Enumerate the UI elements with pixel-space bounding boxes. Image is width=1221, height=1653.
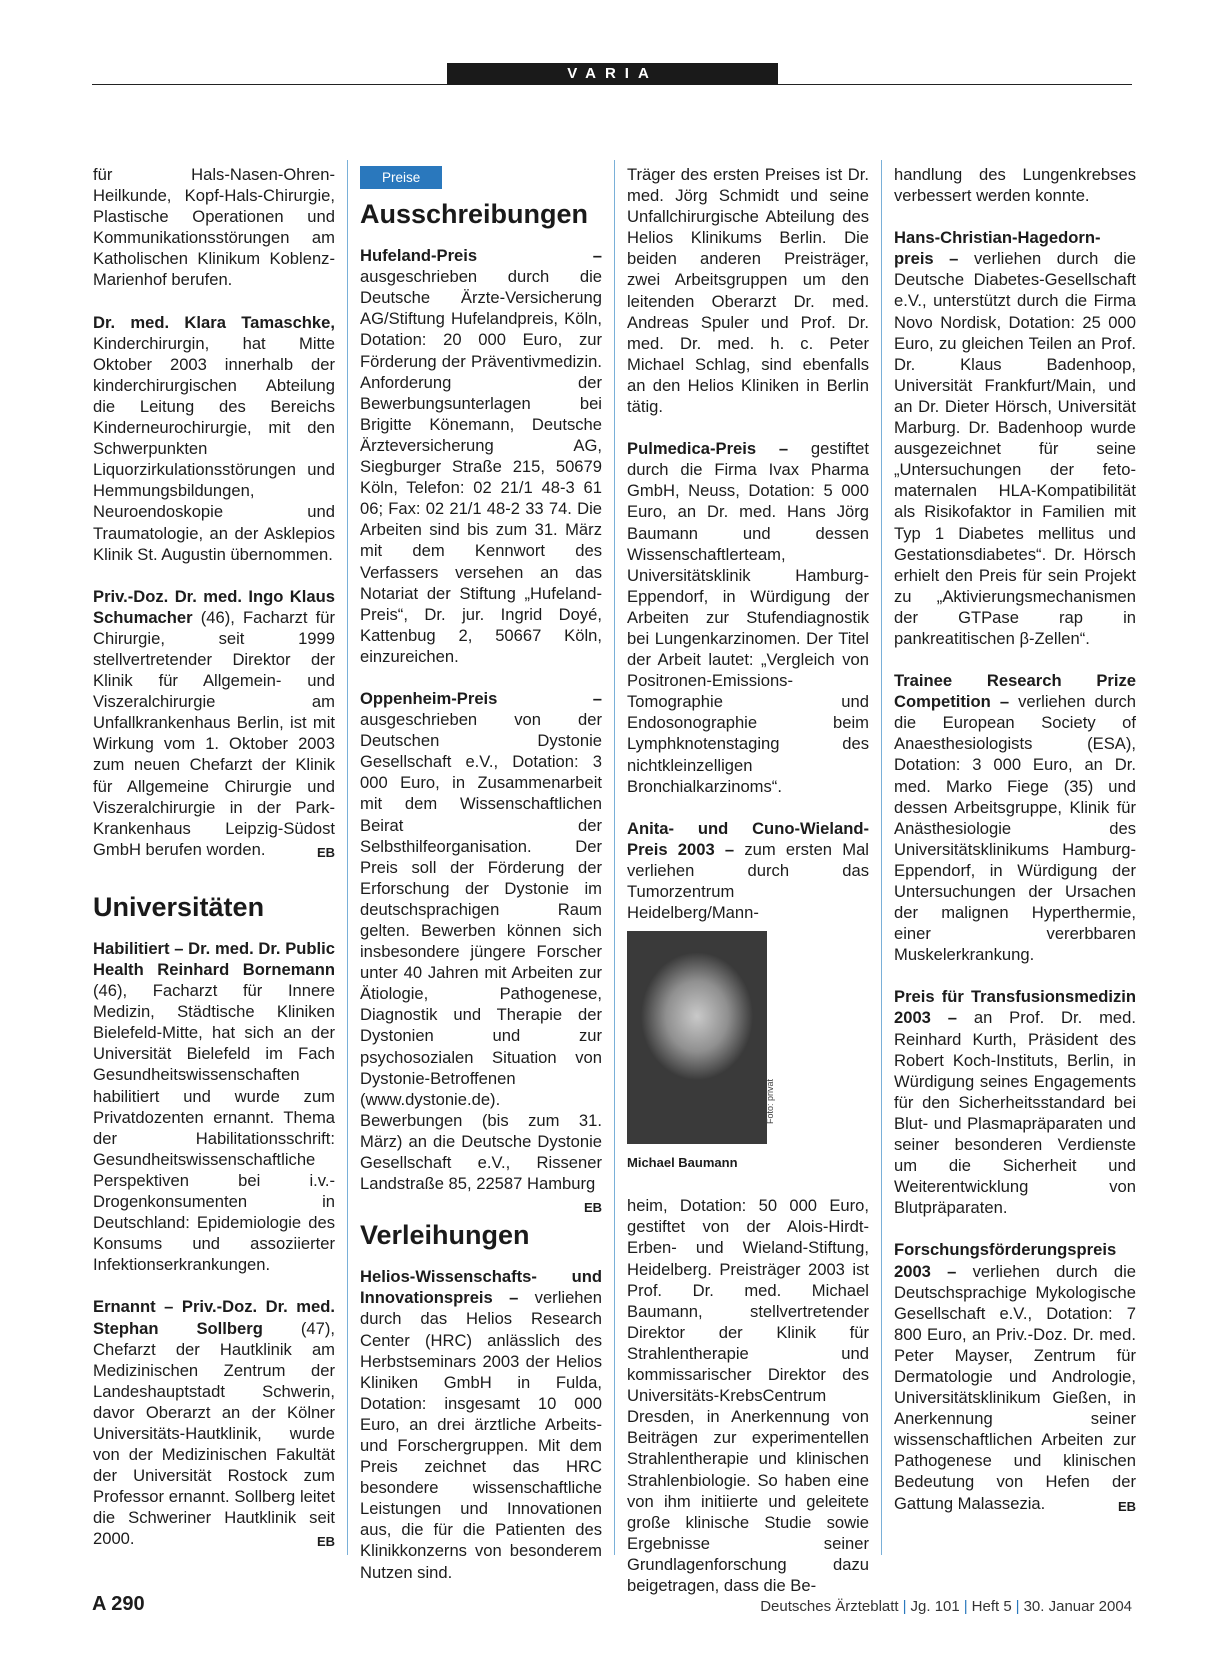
portrait-photo [627,931,775,1144]
issue: Heft 5 [971,1598,1012,1615]
paragraph-text: (46), Facharzt für Chirurgie, seit 1999 stellvertretender Direktor der Klinik für Allgemein- und Viszeralchirurgie am Unfallkrankenhaus Berlin, ist mit Wirkung vom 1. Oktober 2003 zum neuen Chefarzt der Klinik für Allgemeine Chirurgie und Viszeralchirurgie in der Park-Krankenhaus Leipzig-Südost GmbH berufen worden. [93,607,335,859]
paragraph [627,818,869,923]
column-divider [347,160,348,1555]
photo-caption: Michael Baumann [627,1155,738,1171]
paragraph-text: (46), Facharzt für Innere Medizin, Städtische Kliniken Bielefeld-Mitte, hat sich an der Universität Bielefeld im Fach Gesundheitswissenschaften habilitiert und wurde zum Privatdozenten ernannt. Thema der Habilitationsschrift: Gesundheitswissenschaftliche Perspektiven bei i.v.-Drogenkonsumenten in Deutschland: Epidemiologie des Konsums und assoziierter Infektionserkrankungen. [93,981,335,1275]
award-name: Forschungsförderungspreis 2003 – [894,1240,1117,1281]
paragraph-text: (47), Chefarzt der Hautklinik am Medizinischen Zentrum der Landeshauptstadt Schwerin, davor Oberarzt an der Kölner Universitäts-Hautklinik, wurde von der Medizinischen Fakultät der Universität Rostock zum Professor ernannt. Sollberg leitet die Schweriner Hautklinik seit 2000. [93,1318,335,1549]
paragraph-text: verliehen durch die Deutschsprachige Mykologische Gesellschaft e.V., Dotation: 7 800 Euro, an Priv.-Doz. Dr. med. Peter Mayser, Zentrum für Dermatologie und Andrologie, Universitätsklinikum Gießen, in Anerkennung seiner wissenschaftlichen Arbeiten zur Pathogenese und klinischen Bedeutung von Hefen der Gattung Malassezia. [894,1261,1136,1513]
paragraph-text: verliehen durch die European Society of Anaesthesiologists (ESA), Dotation: 3 000 Euro, an Dr. med. Marko Fiege (35) und dessen Arbeitsgruppe, Klinik für Anästhesiologie des Universitätsklinikums Hamburg-Eppendorf, in Würdigung der Untersuchungen der Ursachen der malignen Hyperthermie, einer vererbbaren Muskelerkrankung. [894,692,1136,965]
separator: | [902,1598,907,1615]
volume: Jg. 101 [910,1598,960,1615]
paragraph [93,312,335,565]
award-name: Hufeland-Preis – [360,246,602,266]
separator: | [963,1598,968,1615]
column-4 [894,164,1136,1535]
award-name: Preis für Transfusionsmedizin 2003 – [894,987,1136,1028]
author-signature: EB [583,1200,602,1216]
paragraph [627,438,869,797]
paragraph [894,986,1136,1218]
section-title-bar: VARIA [447,63,778,85]
award-name: Hans-Christian-Hagedorn-preis – [894,228,1101,269]
paragraph [360,1266,602,1582]
column-3 [627,164,869,1617]
issue-date: 30. Januar 2004 [1023,1598,1132,1615]
paragraph-text: zum ersten Mal verliehen durch das Tumorzentrum Heidelberg/Mann- [627,839,869,923]
column-1 [93,164,335,1571]
paragraph-text: verliehen durch die Deutsche Diabetes-Gesellschaft e.V., unterstützt durch die Firma Novo Nordisk, Dotation: 25 000 Euro, zu gleichen Teilen an Prof. Dr. Klaus Badenhoop, Universität Frankfurt/Main, und an Dr. Dieter Hörsch, Universität Marburg. Dr. Badenhoop wurde ausgezeichnet für seine „Untersuchungen der feto-maternalen HLA-Kompatibilität als Risikofaktor in Familien mit Typ 1 Diabetes mellitus und Gestationsdiabetes“. Dr. Hörsch erhielt den Preis für sein Projekt zu „Aktivierungsmechanismen der GTPase rap in pankreatitischen β-Zellen“. [894,249,1136,648]
author-signature: EB [316,1534,335,1550]
person-name: Dr. med. Klara Tamaschke, [93,312,335,332]
paragraph [894,670,1136,965]
award-name: Pulmedica-Preis – [627,439,789,459]
section-heading: Verleihungen [360,1220,530,1251]
award-name: Trainee Research Prize Competition – [894,671,1136,712]
author-signature: EB [316,844,335,860]
paragraph [360,688,602,1216]
journal-name: Deutsches Ärzteblatt [760,1598,899,1615]
paragraph-text: gestiftet durch die Firma Ivax Pharma GmbH, Neuss, Dotation: 5 000 Euro, an Dr. med. Hans Jörg Baumann und dessen Wissenschaftlerteam, Universitätsklinik Hamburg-Eppendorf, in Würdigung der Arbeiten zur Stufendiagnostik bei Lungenkarzinomen. Der Titel der Arbeit lautet: „Vergleich von Positronen-Emissions-Tomographie und Endosonographie beim Lymphknotenstaging des nichtkleinzelligen Bronchialkarzinoms“. [627,439,869,796]
award-name: Anita- und Cuno-Wieland-Preis 2003 – [627,818,869,859]
person-name: Habilitiert – Dr. med. Dr. Public Health Reinhard Bornemann [93,938,335,979]
portrait-image [627,931,767,1144]
paragraph [894,1239,1136,1513]
paragraph-text: ausgeschrieben durch die Deutsche Ärzte-Versicherung AG/Stiftung Hufelandpreis, Köln, Dotation: 20 000 Euro, zur Förderung der Präventivmedizin. Anforderung der Bewerbungsunterlagen bei Brigitte Könemann, Deutsche Ärzteversicherung AG, Siegburger Straße 215, 50679 Köln, Telefon: 02 21/1 48-3 61 06; Fax: 02 21/1 48-2 33 74. Die Arbeiten sind bis zum 31. März mit dem Kennwort des Verfassers versehen an das Notariat der Stiftung „Hufeland-Preis“, Dr. jur. Ingrid Doyé, Kattenbug 2, 50667 Köln, einzureichen. [360,267,602,666]
award-name: Helios-Wissenschafts- und Innovationspreis – [360,1267,602,1308]
paragraph [93,938,335,1276]
person-name: Ernannt – Priv.-Doz. Dr. med. Stephan Sollberg [93,1297,335,1338]
page-number: A 290 [92,1593,145,1615]
paragraph: heim, Dotation: 50 000 Euro, gestiftet von der Alois-Hirdt-Erben- und Wieland-Stiftung, Heidelberg. Preisträger 2003 ist Prof. Dr. med. Michael Baumann, stellvertretender Direktor der Klinik für Strahlentherapie und kommissarischer Direktor des Universitäts-KrebsCentrum Dresden, in Anerkennung von Beiträgen zur experimentellen Strahlentherapie und klinischen Strahlenbiologie. So haben eine von ihm initiierte und geleitete große klinische Studie sowie Ergebnisse seiner Grundlagenforschung dazu beigetragen, dass die Be- [627,1196,869,1595]
paragraph: handlung des Lungenkrebses verbessert werden konnte. [894,165,1136,206]
column-divider [881,160,882,1555]
category-tag: Preise [360,166,442,189]
photo-credit: Foto: privat [764,1079,775,1125]
separator: | [1015,1598,1020,1615]
paragraph [93,1296,335,1549]
paragraph [894,227,1136,649]
paragraph-text: Kinderchirurgin, hat Mitte Oktober 2003 innerhalb der kinderchirurgischen Abteilung die Leitung des Bereichs Kinderneurochirurgie, mit den Schwerpunkten Liquorzirkulationsstörungen und Hemmungsbildungen, Neuroendoskopie und Traumatologie, an der Asklepios Klinik St. Augustin übernommen. [93,333,335,564]
paragraph: für Hals-Nasen-Ohren-Heilkunde, Kopf-Hals-Chirurgie, Plastische Operationen und Kommunikationsstörungen am Katholischen Klinikum Koblenz-Marienhof berufen. [93,165,335,290]
paragraph: Träger des ersten Preises ist Dr. med. Jörg Schmidt und seine Unfallchirurgische Abteilung des Helios Klinikums Berlin. Die beiden anderen Preisträger, zwei Arbeitsgruppen um den leitenden Oberarzt Dr. med. Andreas Spuler und Prof. Dr. med. Dr. med. h. c. Peter Michael Schlag, sind ebenfalls an den Helios Kliniken in Berlin tätig. [627,165,869,417]
publication-info [760,1598,1132,1615]
person-name: Priv.-Doz. Dr. med. Ingo Klaus Schumacher [93,586,335,627]
paragraph-text: verliehen durch das Helios Research Center (HRC) anlässlich des Herbstseminars 2003 der Helios Kliniken GmbH in Fulda, Dotation: insgesamt 10 000 Euro, an drei ärztliche Arbeits- und Forschergruppen. Mit dem Preis zeichnet das HRC besondere wissenschaftliche Leistungen und Innovationen aus, die für die Patienten des Klinikkonzerns von besonderem Nutzen sind. [360,1288,602,1582]
column-divider [614,160,615,1555]
paragraph [360,245,602,667]
paragraph-text: ausgeschrieben von der Deutschen Dystonie Gesellschaft e.V., Dotation: 3 000 Euro, in Zusammenarbeit mit dem Wissenschaftlichen Beirat der Selbsthilfeorganisation. Der Preis soll der Förderung der Erforschung der Dystonie im deutschsprachigen Raum gelten. Bewerben können sich insbesondere jüngere Forscher unter 40 Jahren mit Arbeiten zur Ätiologie, Pathogenese, Diagnostik und Therapie der Dystonien und zur psychosozialen Situation von Dystonie-Betroffenen (www.dystonie.de). Bewerbungen (bis zum 31. März) an die Deutsche Dystonie Gesellschaft e.V., Rissener Landstraße 85, 22587 Hamburg [360,710,602,1194]
author-signature: EB [1117,1498,1136,1514]
section-heading: Universitäten [93,891,265,922]
paragraph [93,586,335,860]
section-heading: Ausschreibungen [360,199,589,230]
paragraph-text: an Prof. Dr. med. Reinhard Kurth, Präsident des Robert Koch-Instituts, Berlin, in Würdigung seines Engagements für den Sicherheitsstandard bei Blut- und Plasmapräparaten und seiner besonderen Verdienste um die Sicherheit und Weiterentwicklung von Blutpräparaten. [894,1008,1136,1218]
award-name: Oppenheim-Preis – [360,688,602,708]
column-2 [360,164,602,1604]
